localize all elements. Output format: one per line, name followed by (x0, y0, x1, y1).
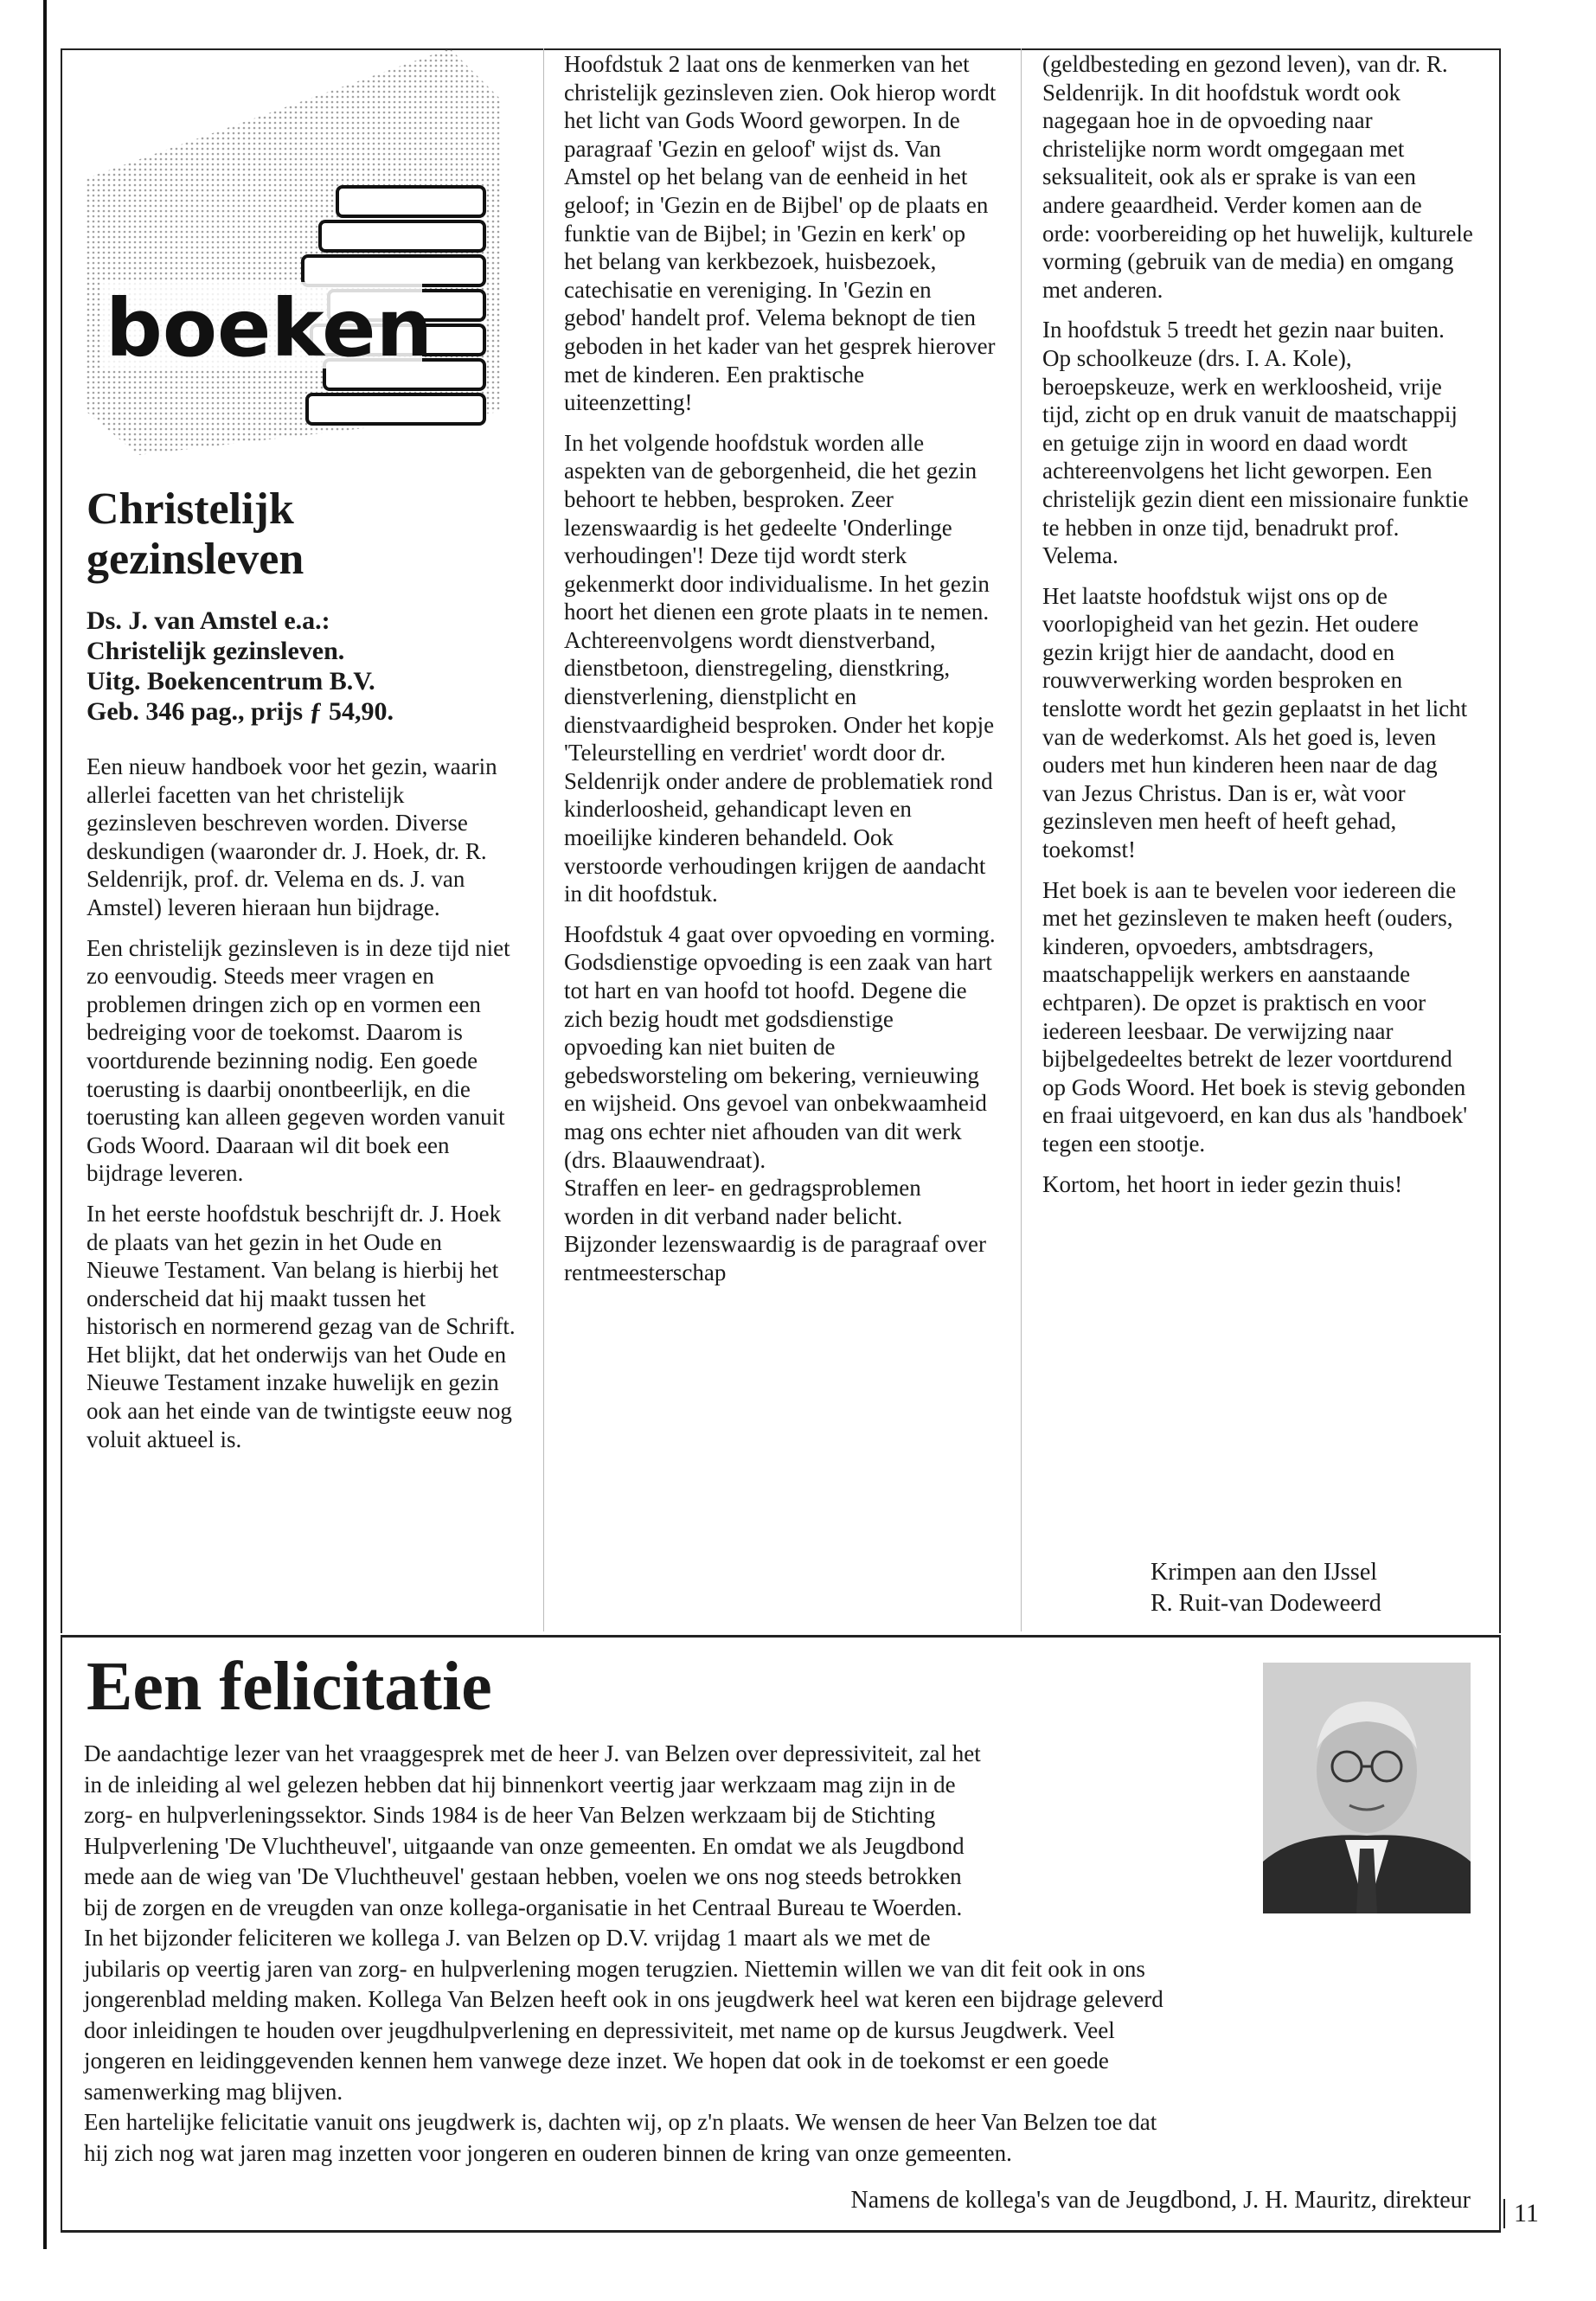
paragraph: Hoofdstuk 2 laat ons de kenmerken van het christelijk gezinsleven zien. Ook hierop wordt het licht van Gods Woord geworpen. In de paragraaf 'Gezin en geloof' wijst ds. Van Amstel op het belang van de eenheid in het geloof; in 'Gezin en de Bijbel' op de plaats en funktie van de Bijbel; in 'Gezin en kerk' op het belang van kerkbezoek, huisbezoek, catechisatie en vereniging. In 'Gezin en gebod' handelt prof. Velema beknopt de tien geboden in het kader van het gesprek hierover met de kinderen. Een praktische uiteenzetting! (564, 51, 997, 416)
body-line: In het bijzonder feliciteren we kollega J. van Belzen op D.V. vrijdag 1 maart als we met de (84, 1925, 931, 1951)
body-line: hij zich nog wat jaren mag inzetten voor jongeren en ouderen binnen de kring van onze gemeenten. (84, 2139, 1012, 2166)
book-publisher: Uitg. Boekencentrum B.V. (87, 667, 375, 695)
column-divider (543, 48, 544, 1631)
paragraph: Een christelijk gezinsleven is in deze tijd niet zo eenvoudig. Steeds meer vragen en problemen dringen zich op en vormen een bedreiging voor de toekomst. Daarom is voortdurende bezinning nodig. Een goede toerusting is daarbij onontbeerlijk, en die toerusting kan alleen gegeven worden vanuit Gods Woord. Daaraan wil dit boek een bijdrage leveren. (87, 934, 510, 1187)
frame-right-rule (1499, 48, 1501, 1633)
body-line: jubilaris op veertig jaren van zorg- en hulpverlening mogen terugzien. Niettemin willen we van dit feit ook in ons (84, 1955, 1145, 1982)
paragraph: In het volgende hoofdstuk worden alle aspekten van de geborgenheid, die het gezin behoort te hebben, besproken. Zeer lezenswaardig is het gedeelte 'Onderlinge verhoudingen'! Deze tijd wordt sterk gekenmerkt door individualisme. In het gezin hoort het dienen een grote plaats in te nemen. Achtereenvolgens wordt dienstverband, dienstbetoon, dienstregeling, dienstkring, dienstverlening, dienstplicht en dienstvaardigheid besproken. Onder het kopje 'Teleurstelling en verdriet' wordt door dr. Seldenrijk onder andere de problematiek rond kinderloosheid, gehandicapt leven en moeilijke kinderen behandeld. Ook verstoorde verhoudingen krijgen de aandacht in dit hoofdstuk. (564, 429, 995, 907)
review-column-3 (1042, 50, 1475, 1210)
page-number: 11 (1503, 2199, 1539, 2228)
body-line: De aandachtige lezer van het vraaggesprek met de heer J. van Belzen over depressiviteit, zal het (84, 1740, 981, 1766)
boeken-logo (87, 48, 519, 455)
box-left-rule (61, 1635, 62, 2232)
body-line: door inleidingen te houden over jeugdhulpverlening en depressiviteit, met name op de kursus Jeugdwerk. Veel (84, 2016, 1115, 2043)
felicitatie-body (84, 1739, 1477, 2169)
paragraph: Het boek is aan te bevelen voor iedereen die met het gezinsleven te maken heeft (ouders, kinderen, opvoeders, ambtsdragers, maatschappelijk werkers en aanstaande echtparen). De opzet is praktisch en voor iedereen leesbaar. De verwijzing naar bijbelgedeeltes betrekt de lezer voortdurend op Gods Woord. Het boek is stevig gebonden en fraai uitgevoerd, en kan dus als 'handboek' tegen een stootje. (1042, 876, 1468, 1157)
paragraph: (geldbesteding en gezond leven), van dr. R. Seldenrijk. In dit hoofdstuk wordt ook nagegaan hoe in de opvoeding naar christelijke norm wordt omgegaan met seksualiteit, ook als er sprake is van een andere geaardheid. Verder komen aan de orde: voorbereiding op het huwelijk, kulturele vorming (gebruik van de media) en omgang met anderen. (1042, 51, 1473, 303)
felicitatie-closing: Namens de kollega's van de Jeugdbond, J. H. Mauritz, direkteur (850, 2187, 1471, 2214)
paragraph: Straffen en leer- en gedragsproblemen worden in dit verband nader belicht. Bijzonder lezenswaardig is de paragraaf over rentmeesterschap (564, 1175, 987, 1285)
body-line: mede aan de wieg van 'De Vluchtheuvel' gestaan hebben, voelen we ons nog steeds betrokken (84, 1863, 962, 1889)
body-line: Hulpverlening 'De Vluchtheuvel', uitgaande van onze gemeenten. En omdat we als Jeugdbond (84, 1832, 965, 1859)
paragraph: In het eerste hoofdstuk beschrijft dr. J. Hoek de plaats van het gezin in het Oude en Nieuwe Testament. Van belang is hierbij het onderscheid dat hij maakt tussen het historisch en normerend gezag van de Schrift. Het blijkt, dat het onderwijs van het Oude en Nieuwe Testament inzake huwelijk en gezin ook aan het einde van de twintigste eeuw nog voluit aktueel is. (87, 1200, 516, 1452)
signature-author: R. Ruit-van Dodeweerd (1151, 1590, 1381, 1617)
paragraph: Kortom, het hoort in ieder gezin thuis! (1042, 1170, 1403, 1197)
logo-label: boeken (106, 282, 433, 375)
body-line: zorg- en hulpverleningssektor. Sinds 1984 is de heer Van Belzen werkzaam bij de Stichting (84, 1802, 936, 1828)
book-info (87, 606, 519, 727)
section-divider (61, 1635, 1501, 1638)
body-line: samenwerking mag blijven. (84, 2078, 343, 2105)
body-line: bij de zorgen en de vreugden van onze kollega-organisatie in het Centraal Bureau te Woerden. (84, 1894, 963, 1920)
paragraph: Hoofdstuk 4 gaat over opvoeding en vorming. Godsdienstige opvoeding is een zaak van hart tot hart en van hoofd tot hoofd. Degene die zich bezig houdt met godsdienstige opvoeding kan niet buiten de gebedsworsteling om bekering, vernieuwing en wijsheid. Ons gevoel van onbekwaamheid mag ons echter niet afhouden van dit werk (drs. Blaauwendraat). (564, 920, 996, 1173)
paragraph: Het laatste hoofdstuk wijst ons op de voorlopigheid van het gezin. Het oudere gezin krijgt hier de aandacht, dood en rouwverwerking worden besproken en tenslotte wordt het gezin geplaatst in het licht van de wederkomst. Als het goed is, leven ouders met hun kinderen heen naar de dag van Jezus Christus. Dan is er, wàt voor gezinsleven men heeft of heeft gehad, toekomst! (1042, 582, 1468, 863)
frame-left-rule (61, 48, 62, 1633)
box-right-rule (1499, 1635, 1501, 2232)
review-column-1 (87, 753, 519, 1465)
signature-place: Krimpen aan den IJssel (1151, 1559, 1378, 1586)
book-stack-icon (87, 48, 519, 455)
book-price: Geb. 346 pag., prijs ƒ 54,90. (87, 697, 394, 726)
review-title: Christelijk gezinsleven (87, 484, 304, 584)
box-bottom-rule (61, 2230, 1501, 2233)
book-title: Christelijk gezinsleven. (87, 637, 345, 665)
review-signature (1151, 1557, 1497, 1619)
body-line: jongerenblad melding maken. Kollega Van Belzen heeft ook in ons jeugdwerk heel wat keren een bijdrage geleverd (84, 1986, 1163, 2012)
body-line: jongeren en leidinggevenden kennen hem vanwege deze inzet. We hopen dat ook in de toekomst er een goede (84, 2048, 1109, 2073)
left-margin-bar (43, 0, 47, 2249)
paragraph: Een nieuw handboek voor het gezin, waarin allerlei facetten van het christelijk gezinsleven beschreven worden. Diverse deskundigen (waaronder dr. J. Hoek, dr. R. Seldenrijk, prof. dr. Velema en ds. J. van Amstel) leveren hieraan hun bijdrage. (87, 753, 497, 920)
body-line: in de inleiding al wel gelezen hebben dat hij binnenkort veertig jaar werkzaam mag zijn in de (84, 1771, 956, 1798)
body-line: Een hartelijke felicitatie vanuit ons jeugdwerk is, dachten wij, op z'n plaats. We wensen de heer Van Belzen toe dat (84, 2109, 1157, 2135)
book-author: Ds. J. van Amstel e.a.: (87, 606, 330, 635)
paragraph: In hoofdstuk 5 treedt het gezin naar buiten. Op schoolkeuze (drs. I. A. Kole), beroepskeuze, werk en werkloosheid, vrije tijd, zicht op en druk vanuit de maatschappij en getuige zijn in woord en daad wordt achtereenvolgens het licht geworpen. Een christelijk gezin dient een missionaire funktie te hebben in onze tijd, benadrukt prof. Velema. (1042, 317, 1469, 569)
review-column-2 (564, 50, 997, 1299)
column-divider (1021, 48, 1022, 1631)
felicitatie-title: Een felicitatie (87, 1649, 492, 1725)
